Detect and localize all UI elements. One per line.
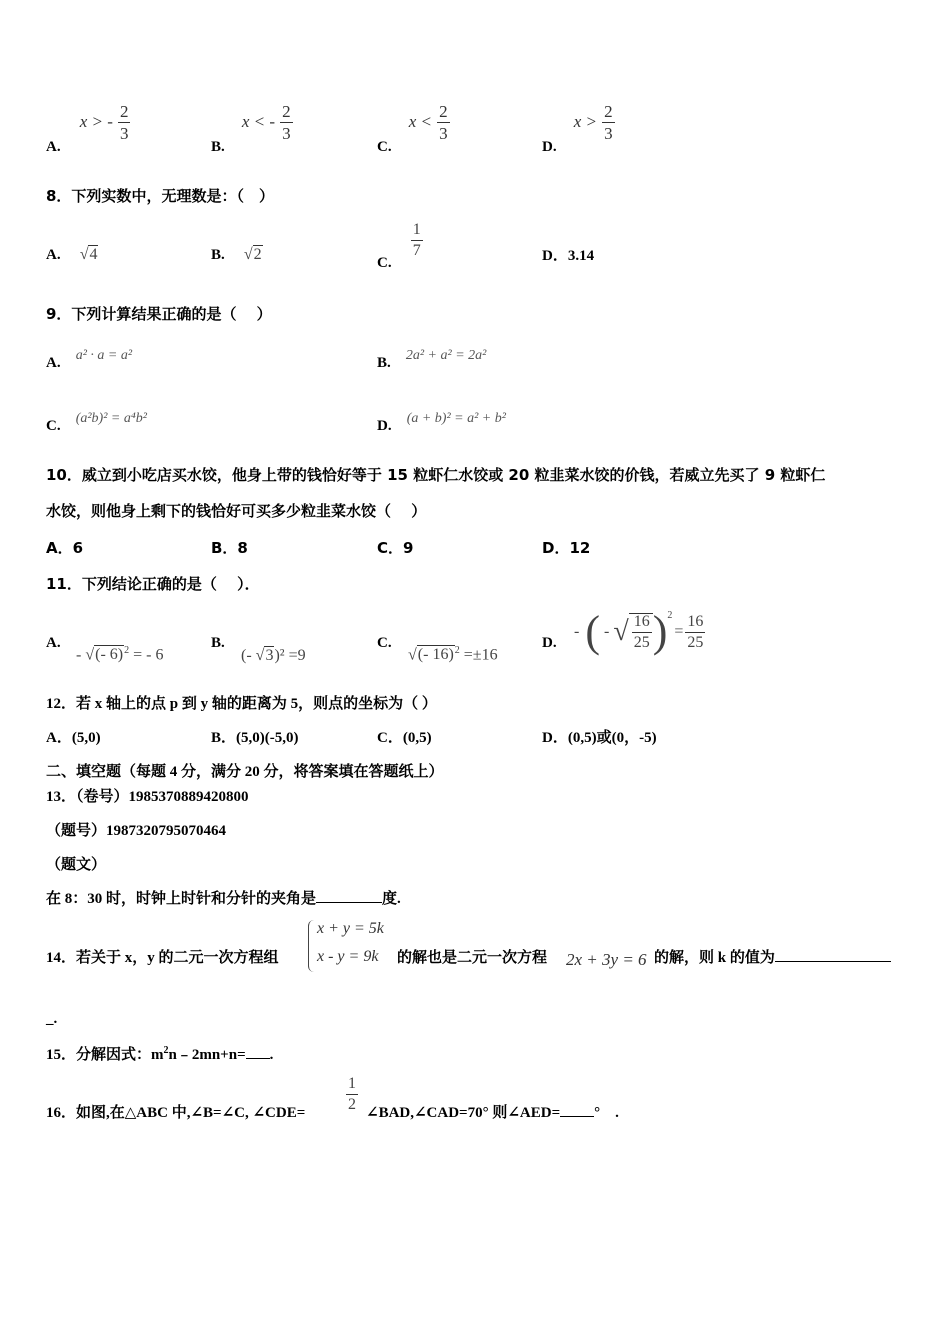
answer-blank[interactable] <box>316 902 382 903</box>
q13-line-1: 13．（卷号）1985370889420800 <box>46 789 249 805</box>
q9-option-c[interactable]: C. (a²b)² = a⁴b² <box>46 411 147 434</box>
q7-option-c[interactable]: C. x < $\frac{2}{3}$ <box>377 102 448 155</box>
q9-option-b[interactable]: B. 2a² + a² = 2a² <box>377 348 487 371</box>
q16-pre: 16．如图,在△ABC 中,∠B=∠C, ∠CDE= <box>46 1105 306 1121</box>
q10-option-d[interactable]: D．12 <box>542 539 591 557</box>
exam-page: A. x > - $\frac{2}{3}$ B. x < - $\frac{2}{3}$ C. x < $\frac{2}{3}$ D. x > $\frac{2}{3}$ 8．下列实数中，无理数是：（ ） A. √4 B. √2 C. $\frac{1}{7}$ D．3.14 9．下列计算结果正确的是（ ） A. a² · a = a² B. 2a² + a² = 2a² C. (a²b)² = a⁴b² D. (a + b)² = a² + b² 10．威立到小吃店买水饺，他身上带的钱恰好等于 15 粒虾仁水饺或 20 粒韭菜水饺的价钱，若威立先买了 9 粒虾仁 水饺，则他身上剩下的钱恰好可买多少粒韭菜水饺（ ） A．6 B．8 C．9 D．12 11．下列结论正确的是（ ）． A. - √(- 6)$^2$ = - 6 B. (- √3)² =9 C. √(- 16)$^2$ =±16 D. - ( - √ $\frac{16}{25}$ ) $^2$ = $\frac{16}{25}$ 12．若 x 轴上的点 p 到 y 轴的距离为 5，则点的坐标为（ ） A．(5,0) B．(5,0)(-5,0) C．(0,5) D．(0,5)或(0，-5) 二、填空题（每题 4 分，满分 20 分，将答案填在答题纸上） 13．（卷号）1985370889420800 （题号）1987320795070464 （题文） 在 8：30 时，时钟上时针和分针的夹角是 度. 14．若关于 x，y 的二元一次方程组 x + y = 5k x - y = 9k 的解也是二元一次方程 2x + 3y = 6 的解，则 k 的值为 _. 15．分解因式：$m^2n﹣2mn+n=$ . 16．如图,在△ABC 中,∠B=∠C, ∠CDE= $\frac{1}{2}$ ∠BAD,∠CAD=70° 则∠AED= ° . <box>0 0 950 1344</box>
q9-option-a[interactable]: A. a² · a = a² <box>46 348 133 371</box>
fraction: $\frac{2}{3}$ <box>439 102 448 143</box>
q11-option-b[interactable]: B. <box>211 635 225 651</box>
fraction: $\frac{2}{3}$ <box>604 102 613 143</box>
q11-option-c[interactable]: C. <box>377 635 392 651</box>
q10-option-c[interactable]: C．9 <box>377 539 414 557</box>
q11-option-b-expr: (- √3)² =9 <box>241 647 306 664</box>
q9-option-d[interactable]: D. (a + b)² = a² + b² <box>377 411 506 434</box>
q14-equation: 2x + 3y = 6 <box>566 950 647 969</box>
section-heading: 二、填空题（每题 4 分，满分 20 分，将答案填在答题纸上） <box>46 764 444 780</box>
q12-option-d[interactable]: D．(0,5)或(0，-5) <box>542 730 657 746</box>
q10-option-b[interactable]: B．8 <box>211 539 248 557</box>
q11-option-a[interactable]: A. <box>46 635 61 651</box>
q12-option-c[interactable]: C．(0,5) <box>377 730 432 746</box>
q7-option-d[interactable]: D. x > $\frac{2}{3}$ <box>542 102 613 155</box>
q13-line-3: （题文） <box>46 857 107 873</box>
q10-line-1: 10．威立到小吃店买水饺，他身上带的钱恰好等于 15 粒虾仁水饺或 20 粒韭菜水饺的价钱，若威立先买了 9 粒虾仁 <box>46 466 826 484</box>
q8-option-a[interactable]: A. √4 <box>46 246 98 263</box>
q10-option-a[interactable]: A．6 <box>46 539 84 557</box>
q11-option-c-expr: √(- 16)$^2$ =±16 <box>408 645 498 664</box>
q9-text: 9．下列计算结果正确的是（ ） <box>46 305 272 323</box>
answer-blank[interactable] <box>775 961 891 962</box>
q14-mid: 的解也是二元一次方程 <box>397 950 548 966</box>
q11-option-d-expr: - ( - √ $\frac{16}{25}$ ) $^2$ = $\frac{16}{25}$ <box>574 607 704 656</box>
q10-line-2: 水饺，则他身上剩下的钱恰好可买多少粒韭菜水饺（ ） <box>46 502 427 520</box>
answer-blank[interactable] <box>560 1116 594 1117</box>
q12-text: 12．若 x 轴上的点 p 到 y 轴的距离为 5，则点的坐标为（ ） <box>46 696 437 712</box>
q7-option-b[interactable]: B. x < - $\frac{2}{3}$ <box>211 102 291 155</box>
q14-pre: 14．若关于 x，y 的二元一次方程组 <box>46 950 279 966</box>
q8-option-b[interactable]: B. √2 <box>211 246 262 263</box>
q15-text: 15．分解因式：$m^2n﹣2mn+n=$ . <box>46 1045 274 1063</box>
fraction: $\frac{2}{3}$ <box>282 102 291 143</box>
q8-text: 8．下列实数中，无理数是：（ ） <box>46 187 274 205</box>
q8-option-d[interactable]: D．3.14 <box>542 248 595 264</box>
q7-option-a[interactable]: A. x > - $\frac{2}{3}$ <box>46 102 129 155</box>
fraction: $\frac{1}{2}$ <box>348 1075 356 1113</box>
fraction: $\frac{2}{3}$ <box>119 102 129 143</box>
q11-option-a-expr: - √(- 6)$^2$ = - 6 <box>76 645 164 664</box>
q13-line-2: （题号）1987320795070464 <box>46 823 227 839</box>
q11-option-d[interactable]: D. <box>542 635 557 651</box>
q12-option-a[interactable]: A．(5,0) <box>46 730 101 746</box>
answer-blank[interactable] <box>246 1058 270 1059</box>
q14-post: 的解，则 k 的值为 <box>654 946 891 967</box>
q11-text: 11．下列结论正确的是（ ）． <box>46 575 260 593</box>
q13-line-4: 在 8：30 时，时钟上时针和分针的夹角是 度. <box>46 891 401 907</box>
q14-tail: _. <box>46 1011 58 1027</box>
fraction: $\frac{1}{7}$ <box>412 221 421 259</box>
q8-option-c[interactable]: C. $\frac{1}{7}$ <box>377 221 421 271</box>
q12-option-b[interactable]: B．(5,0)(-5,0) <box>211 730 299 746</box>
q16-post: ∠BAD,∠CAD=70° 则∠AED= ° . <box>366 1105 619 1121</box>
